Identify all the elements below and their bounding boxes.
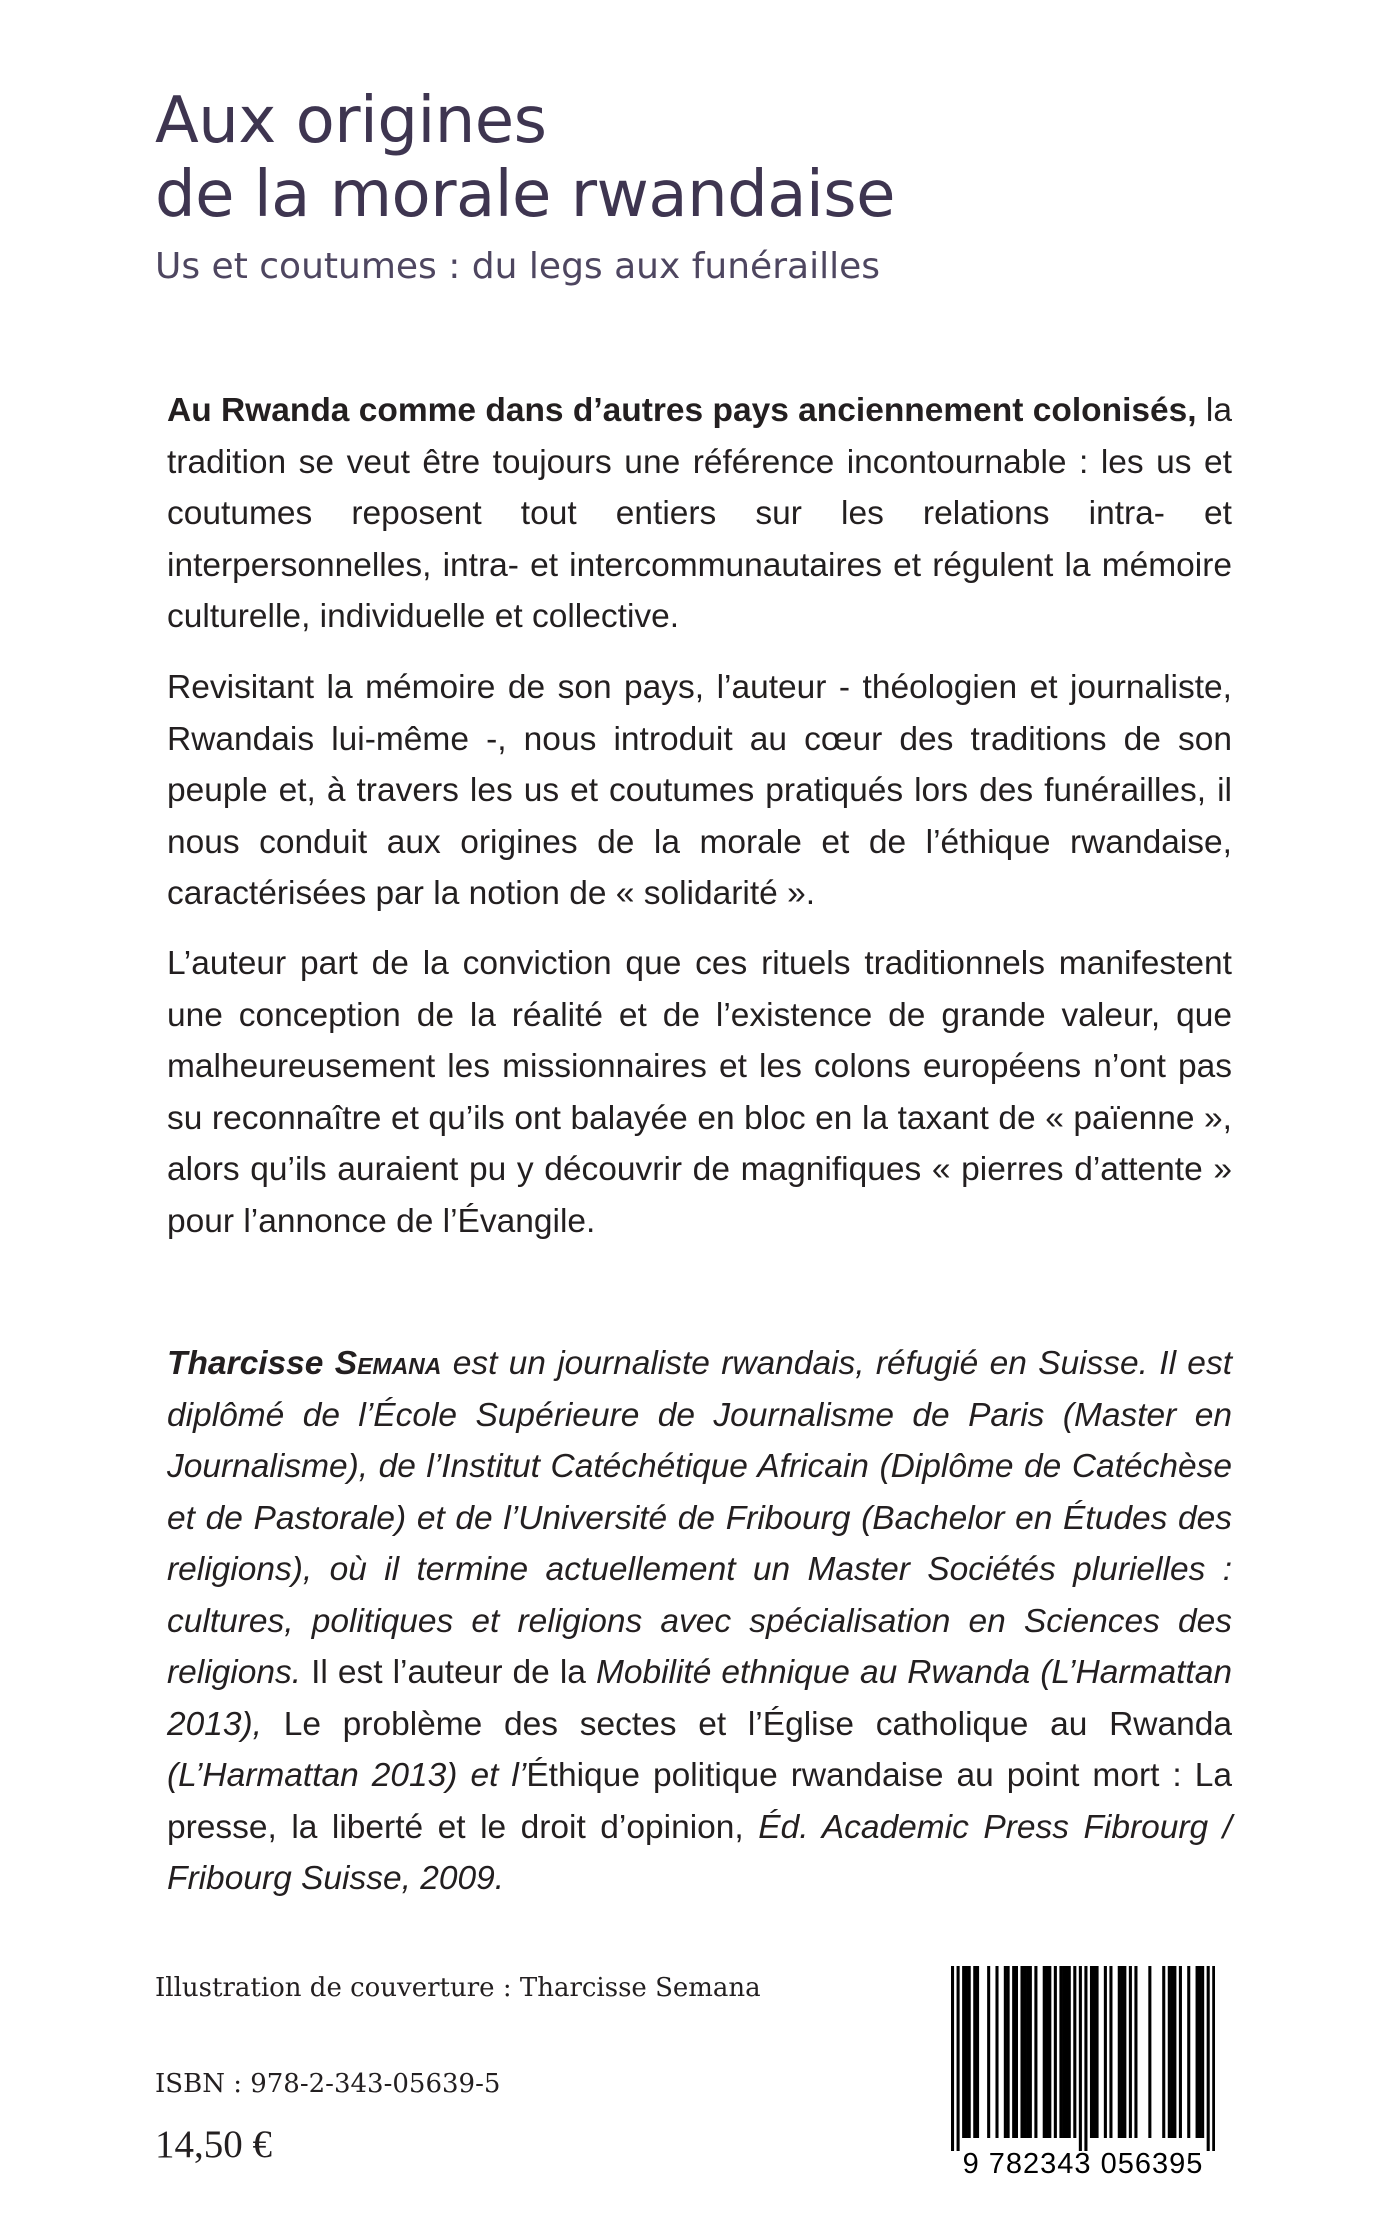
barcode-bar — [1043, 1966, 1046, 2138]
barcode-bar — [1162, 1966, 1165, 2138]
barcode-bar — [1004, 1966, 1007, 2138]
barcode-bar — [976, 1966, 979, 2138]
summary-paragraph-3: L’auteur part de la conviction que ces rituels traditionnels manifestent une conception de la réalité et de l’existence de grande valeur, que malheureusement les missionnaires et les colons européens n’ont pas su reconnaître et qu’ils ont balayée en bloc en la taxant de « païenne », alors qu’ils auraient pu y découvrir de magnifiques « pierres d’attente » pour l’annonce de l’Évangile. — [167, 945, 1232, 1240]
barcode-bar — [1029, 1966, 1032, 2138]
barcode-bar — [1079, 1966, 1082, 2151]
barcode-bar — [1054, 1966, 1057, 2138]
barcode-bar — [1084, 1966, 1087, 2151]
barcode-bar — [965, 1966, 968, 2138]
isbn: ISBN : 978-2-343-05639-5 — [155, 2069, 501, 2099]
barcode-bar — [1015, 1966, 1018, 2138]
barcode-bar — [1045, 1966, 1048, 2138]
barcode-bar — [1196, 1966, 1199, 2138]
barcode-bar — [1068, 1966, 1071, 2138]
summary-lead: Au Rwanda comme dans d’autres pays anciennement colonisés, — [167, 392, 1197, 429]
illustration-credit: Illustration de couverture : Tharcisse Semana — [155, 1973, 761, 2003]
barcode-bar — [1168, 1966, 1171, 2138]
barcode-bar — [1059, 1966, 1062, 2138]
author-bio-text-1: est un journaliste rwandais, réfugié en Suisse. Il est diplômé de l’École Supérieure de Journalisme de Paris (Master en Journalisme), de l’Institut Catéchétique Africain (Diplôme de Catéchèse et de Pastorale) et de l’Université de Fribourg (Bachelor en Études des religions), où il termine actuellement un Master Sociétés plurielles : cultures, politiques et religions avec spécialisation en Sciences des religions. — [167, 1345, 1232, 1691]
barcode-bar — [1104, 1966, 1107, 2138]
barcode-bar — [1093, 1966, 1096, 2138]
barcode-bar — [1034, 1966, 1037, 2138]
barcode-bar — [1129, 1966, 1132, 2138]
barcode-bar — [987, 1966, 990, 2138]
book-subtitle: Us et coutumes : du legs aux funérailles — [155, 246, 880, 287]
summary-paragraph-2: Revisitant la mémoire de son pays, l’auteur - théologien et journaliste, Rwandais lui-même -, nous introduit au cœur des traditions de son peuple et, à travers les us et coutumes pratiqués lors des funérailles, il nous conduit aux origines de la morale et de l’éthique rwandaise, caractérisées par la notion de « solidarité ». — [167, 669, 1232, 912]
barcode-bar — [1134, 1966, 1137, 2138]
barcode-bar — [1173, 1966, 1176, 2138]
barcode-bar — [1007, 1966, 1010, 2138]
barcode-bar — [1073, 1966, 1076, 2138]
author-bio — [167, 1338, 1232, 1905]
author-lastname: Semana — [334, 1345, 442, 1382]
barcode-bar — [995, 1966, 998, 2138]
barcode — [951, 1966, 1215, 2191]
barcode-bar — [1048, 1966, 1051, 2138]
summary-paragraph-1-text: la tradition se veut être toujours une référence incontournable : les us et coutumes reposent tout entiers sur les relations intra- et interpersonnelles, intra- et intercommunautaires et régulent la mémoire culturelle, individuelle et collective. — [167, 392, 1232, 635]
book-title-line-1: Aux origines — [155, 84, 547, 158]
barcode-bar — [1096, 1966, 1099, 2138]
barcode-bar — [1123, 1966, 1126, 2138]
barcode-bar — [973, 1966, 976, 2138]
book-title-line-2: de la morale rwandaise — [155, 158, 895, 232]
barcode-bar — [1026, 1966, 1029, 2138]
barcode-bar — [1179, 1966, 1182, 2138]
summary-paragraph-1 — [167, 385, 1232, 643]
barcode-bar — [951, 1966, 954, 2151]
barcode-bar — [1118, 1966, 1121, 2138]
barcode-digits: 9 782343 056395 — [962, 2148, 1204, 2180]
barcode-bar — [962, 1966, 965, 2138]
barcode-bar — [1201, 1966, 1204, 2138]
author-firstname: Tharcisse — [167, 1345, 335, 1382]
barcode-bar — [1090, 1966, 1093, 2138]
author-bio-text-6: Éthique politique rwandaise au point mort : La presse, la liberté et le droit d’opinion, — [167, 1757, 1233, 1846]
barcode-bar — [968, 1966, 971, 2138]
barcode-bar — [1023, 1966, 1026, 2138]
author-bio-text-2: Il est l’auteur de la — [301, 1654, 596, 1691]
barcode-bar — [1020, 1966, 1023, 2138]
barcode-bar — [1207, 1966, 1210, 2151]
barcode-bar — [1187, 1966, 1190, 2138]
barcode-bar — [1212, 1966, 1215, 2151]
barcode-bar — [1109, 1966, 1112, 2138]
barcode-bar — [1148, 1966, 1151, 2138]
barcode-bar — [1198, 1966, 1201, 2138]
barcode-bar — [1171, 1966, 1174, 2138]
barcode-bars — [951, 1966, 1215, 2151]
barcode-bar — [1121, 1966, 1124, 2138]
barcode-bar — [1012, 1966, 1015, 2138]
author-bio-text-4: Le problème des sectes et l’Église catholique au Rwanda — [262, 1705, 1232, 1743]
author-bio-text-7: Éd. Academic Press Fibrourg / Fribourg Suisse, 2009. — [167, 1808, 1232, 1897]
price: 14,50 € — [155, 2123, 272, 2166]
book-title — [155, 84, 1255, 232]
barcode-bar — [957, 1966, 960, 2151]
barcode-bar — [1065, 1966, 1068, 2138]
author-bio-text-3: Mobilité ethnique au Rwanda (L’Harmattan 2013), — [167, 1654, 1232, 1743]
author-bio-text-5: (L’Harmattan 2013) et l’ — [167, 1757, 527, 1794]
barcode-bar — [1062, 1966, 1065, 2138]
